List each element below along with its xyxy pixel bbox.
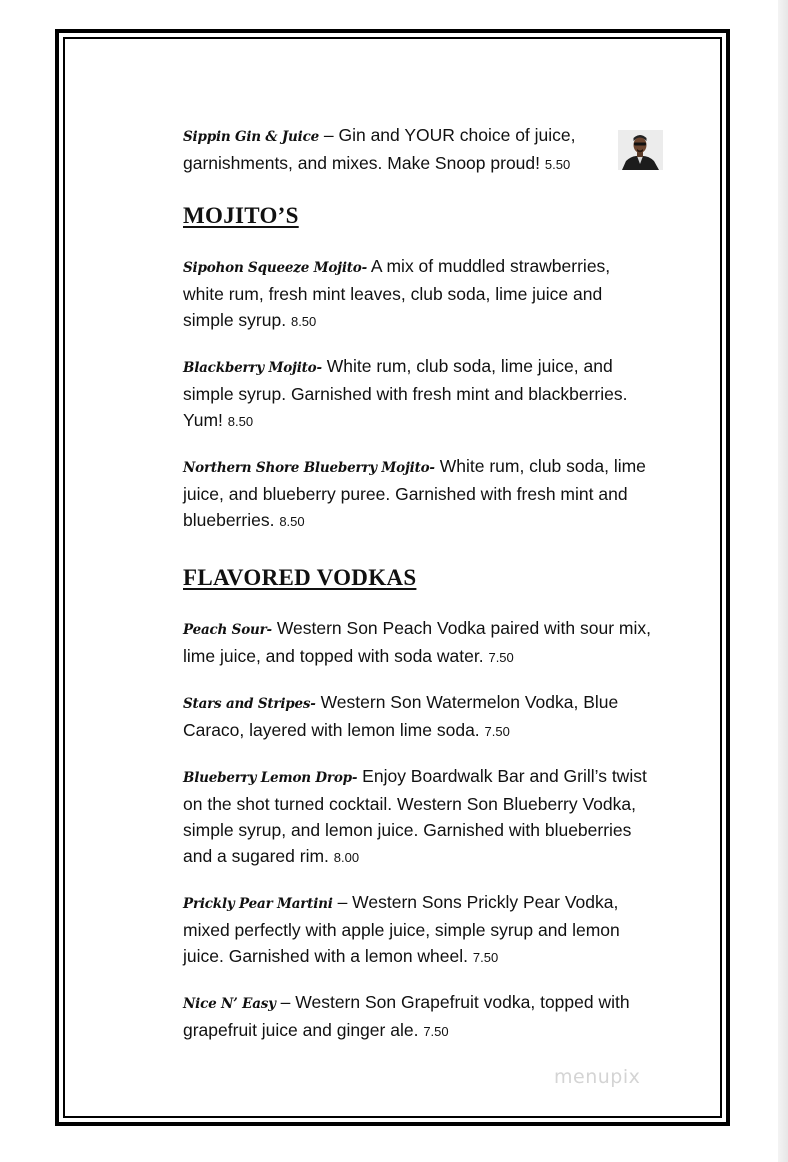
- item-name: Northern Shore Blueberry Mojito-: [183, 460, 435, 476]
- page-edge-shadow: [778, 0, 788, 1162]
- menu-item-peach-sour: [183, 615, 653, 671]
- menu-item-northern-shore-blueberry-mojito: [183, 453, 653, 535]
- item-name: Peach Sour-: [183, 622, 272, 638]
- item-description: White rum, club soda, lime juice, and blueberry puree. Garnished with fresh mint and blueberries.: [183, 456, 646, 530]
- menu-item-sipohon-squeeze-mojito: [183, 253, 653, 335]
- item-description: Gin and YOUR choice of juice, garnishments, and mixes. Make Snoop proud!: [183, 125, 576, 173]
- menupix-watermark: menupix: [554, 1066, 641, 1088]
- section-heading-mojitos: MOJITO’S: [183, 203, 299, 228]
- item-name: Sipohon Squeeze Mojito-: [183, 260, 367, 276]
- item-price: 8.50: [227, 414, 254, 429]
- item-separator: –: [275, 992, 296, 1012]
- item-price: 8.50: [279, 514, 305, 529]
- item-name: Prickly Pear Martini: [183, 896, 333, 912]
- item-name: Blueberry Lemon Drop-: [183, 770, 358, 786]
- item-description: Enjoy Boardwalk Bar and Grill’s twist on the shot turned cocktail. Western Son Blueberry Vodka, simple syrup, and lemon juice. Garnished with blueberries and a sugared rim.: [183, 766, 647, 866]
- item-price: 7.50: [472, 950, 499, 965]
- item-price: 8.00: [333, 850, 360, 865]
- menu-item-stars-and-stripes: [183, 689, 653, 745]
- item-description: White rum, club soda, lime juice, and simple syrup. Garnished with fresh mint and blackberries. Yum!: [183, 356, 628, 430]
- item-description: Western Sons Prickly Pear Vodka, mixed perfectly with apple juice, simple syrup and lemon juice. Garnished with a lemon wheel.: [183, 892, 620, 966]
- item-price: 8.50: [290, 314, 317, 329]
- menu-content: [183, 122, 653, 1045]
- item-description: Western Son Watermelon Vodka, Blue Caraco, layered with lemon lime soda.: [183, 692, 619, 740]
- menu-item-nice-n-easy: [183, 989, 653, 1045]
- item-price: 5.50: [544, 157, 571, 172]
- item-price: 7.50: [484, 724, 510, 739]
- menu-item-sippin-gin-juice: [183, 122, 603, 178]
- item-price: 7.50: [488, 650, 514, 665]
- item-name: Sippin Gin & Juice: [183, 129, 320, 145]
- item-description: A mix of muddled strawberries, white rum, fresh mint leaves, club soda, lime juice and simple syrup.: [183, 256, 611, 330]
- menu-item-blueberry-lemon-drop: [183, 763, 653, 871]
- item-name: Blackberry Mojito-: [183, 360, 322, 376]
- menu-item-prickly-pear-martini: [183, 889, 653, 971]
- item-name: Nice N’ Easy: [183, 996, 276, 1012]
- menu-item-blackberry-mojito: [183, 353, 641, 435]
- item-price: 7.50: [423, 1024, 449, 1039]
- section-heading-flavored-vodkas: FLAVORED VODKAS: [183, 565, 417, 590]
- item-separator: –: [319, 125, 339, 145]
- item-description: Western Son Peach Vodka paired with sour mix, lime juice, and topped with soda water.: [183, 618, 652, 666]
- item-separator: –: [332, 892, 353, 912]
- item-description: Western Son Grapefruit vodka, topped with grapefruit juice and ginger ale.: [183, 992, 630, 1040]
- item-name: Stars and Stripes-: [183, 696, 316, 712]
